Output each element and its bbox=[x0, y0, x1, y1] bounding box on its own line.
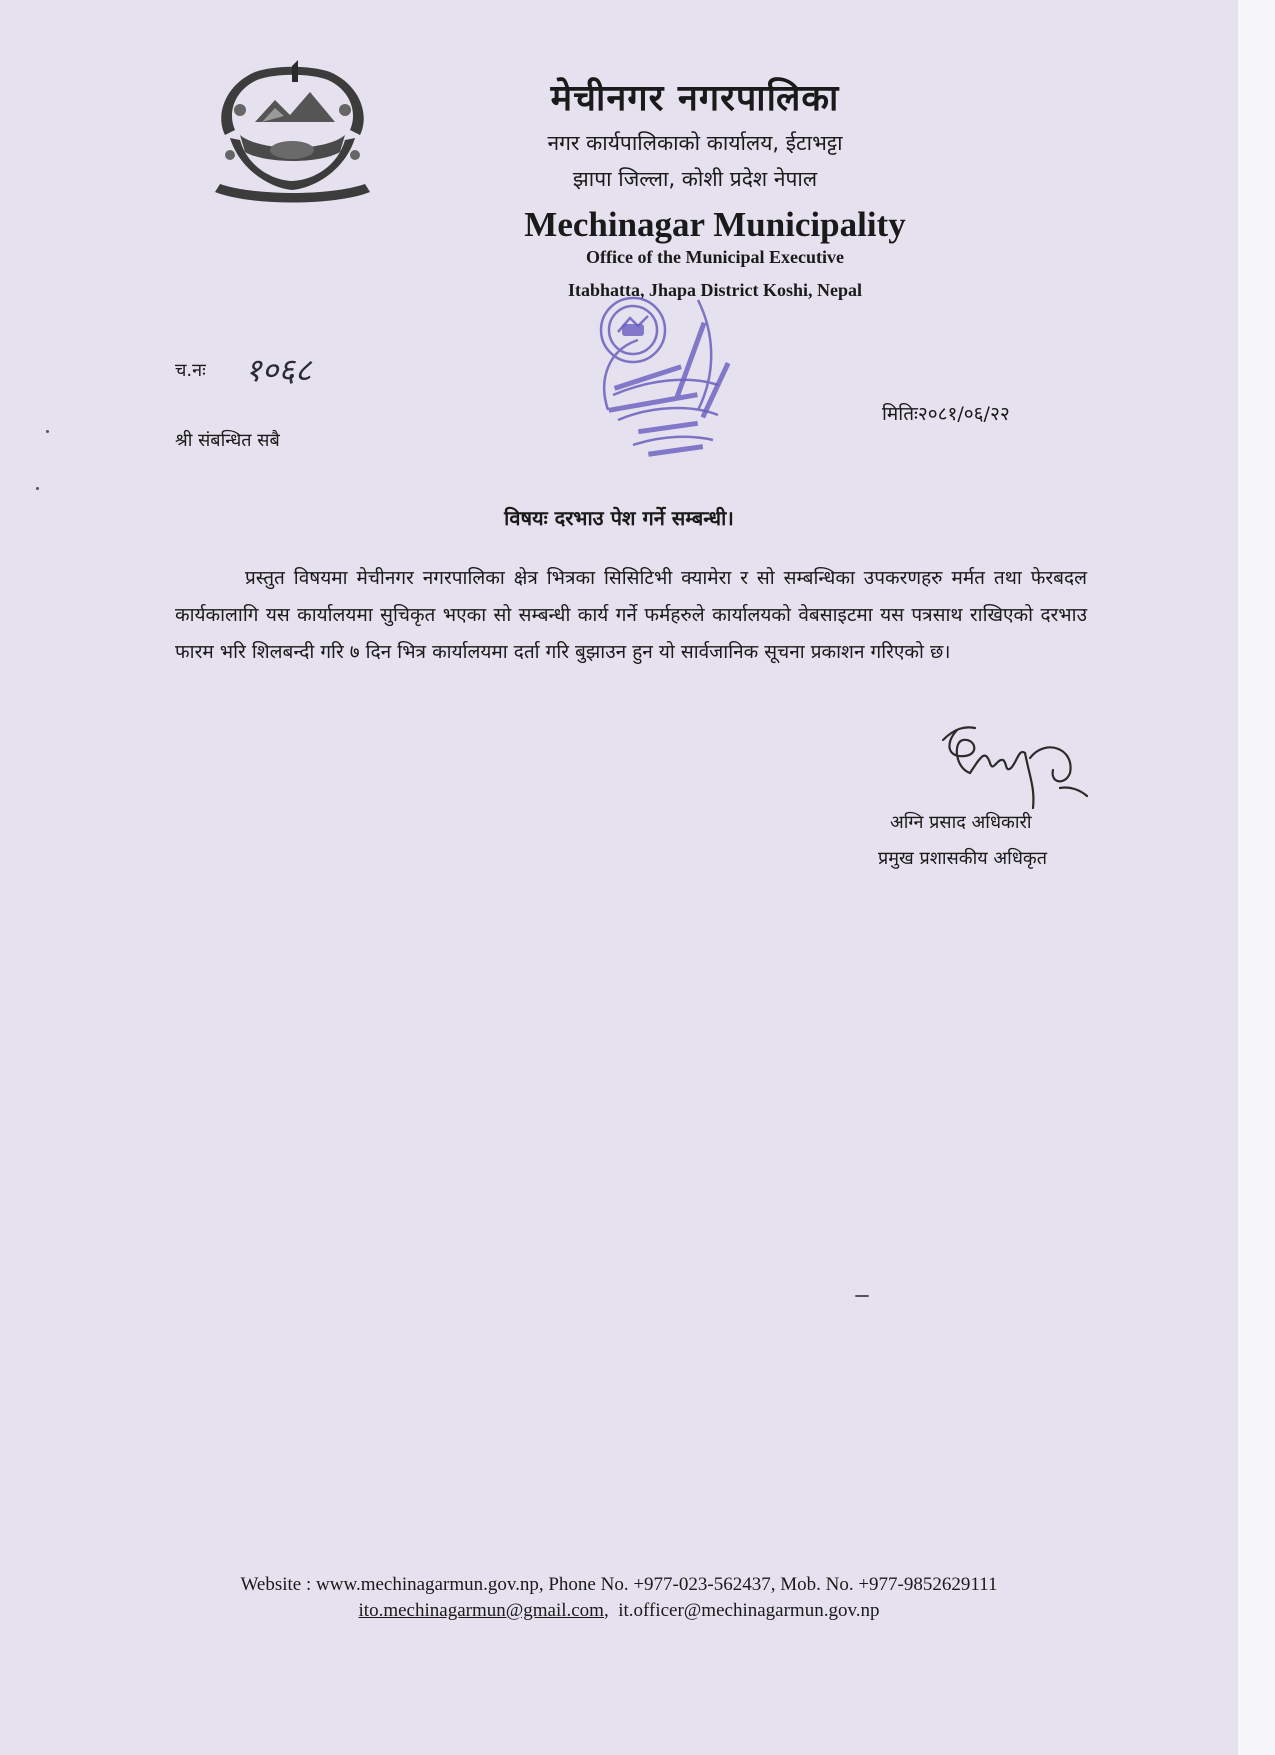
letter-body bbox=[175, 560, 1087, 671]
footer-email-official[interactable]: it.officer@mechinagarmun.gov.np bbox=[618, 1600, 880, 1621]
municipality-seal-stamp-icon bbox=[578, 290, 778, 465]
signatory-title: प्रमुख प्रशासकीय अधिकृत bbox=[878, 848, 1047, 869]
footer-email-gmail[interactable]: ito.mechinagarmun@gmail.com bbox=[358, 1600, 604, 1621]
reference-number-handwritten: १०६८ bbox=[245, 351, 312, 389]
municipality-name-en: Mechinagar Municipality bbox=[524, 205, 906, 244]
nepal-government-emblem-icon bbox=[200, 60, 385, 205]
footer-contact-line: Website : www.mechinagarmun.gov.np, Phone No. +977-023-562437, Mob. No. +977-9852629111 bbox=[240, 1574, 998, 1595]
letter-subject: विषयः दरभाउ पेश गर्ने सम्बन्धी। bbox=[504, 506, 734, 530]
scan-speck bbox=[46, 430, 49, 433]
footer-email-line bbox=[0, 1598, 1238, 1624]
letterhead-nepali bbox=[490, 72, 900, 193]
office-address-np: झापा जिल्ला, कोशी प्रदेश नेपाल bbox=[572, 167, 818, 191]
signatory-name: अग्नि प्रसाद अधिकारी bbox=[890, 812, 1032, 833]
letter-body-text: प्रस्तुत विषयमा मेचीनगर नगरपालिका क्षेत्र भित्रका सिसिटिभी क्यामेरा र सो सम्बन्धिका उपकरणहरु मर्मत तथा फेरबदल कार्यकालागि यस कार्यालयमा सुचिकृत भएका सो सम्बन्धी कार्य गर्ने फर्महरुले कार्यालयको वेबसाइटमा यस पत्रसाथ राखिएको दरभाउ फारम भरि शिलबन्दी गरि ७ दिन भित्र कार्यालयमा दर्ता गरि बुझाउन हुन यो सार्वजानिक सूचना प्रकाशन गरिएको छ। bbox=[175, 567, 1087, 663]
scan-speck bbox=[36, 487, 39, 490]
letter-date: मितिः२०८१/०६/२२ bbox=[882, 403, 1010, 425]
footer-separator: , bbox=[603, 1600, 609, 1621]
letter-footer bbox=[0, 1572, 1238, 1624]
municipality-name-np: मेचीनगर नगरपालिका bbox=[550, 78, 840, 119]
handwritten-signature-icon bbox=[935, 718, 1095, 813]
scan-edge bbox=[1238, 0, 1275, 1755]
office-name-np: नगर कार्यपालिकाको कार्यालय, ईटाभट्टा bbox=[547, 131, 843, 155]
office-address-en: Itabhatta, Jhapa District Koshi, Nepal bbox=[567, 280, 863, 300]
letterhead-english bbox=[490, 205, 940, 301]
office-name-en: Office of the Municipal Executive bbox=[586, 247, 844, 267]
recipient: श्री संबन्धित सबै bbox=[175, 430, 280, 451]
scan-speck bbox=[855, 1295, 869, 1297]
reference-label: च.नः bbox=[175, 360, 206, 381]
